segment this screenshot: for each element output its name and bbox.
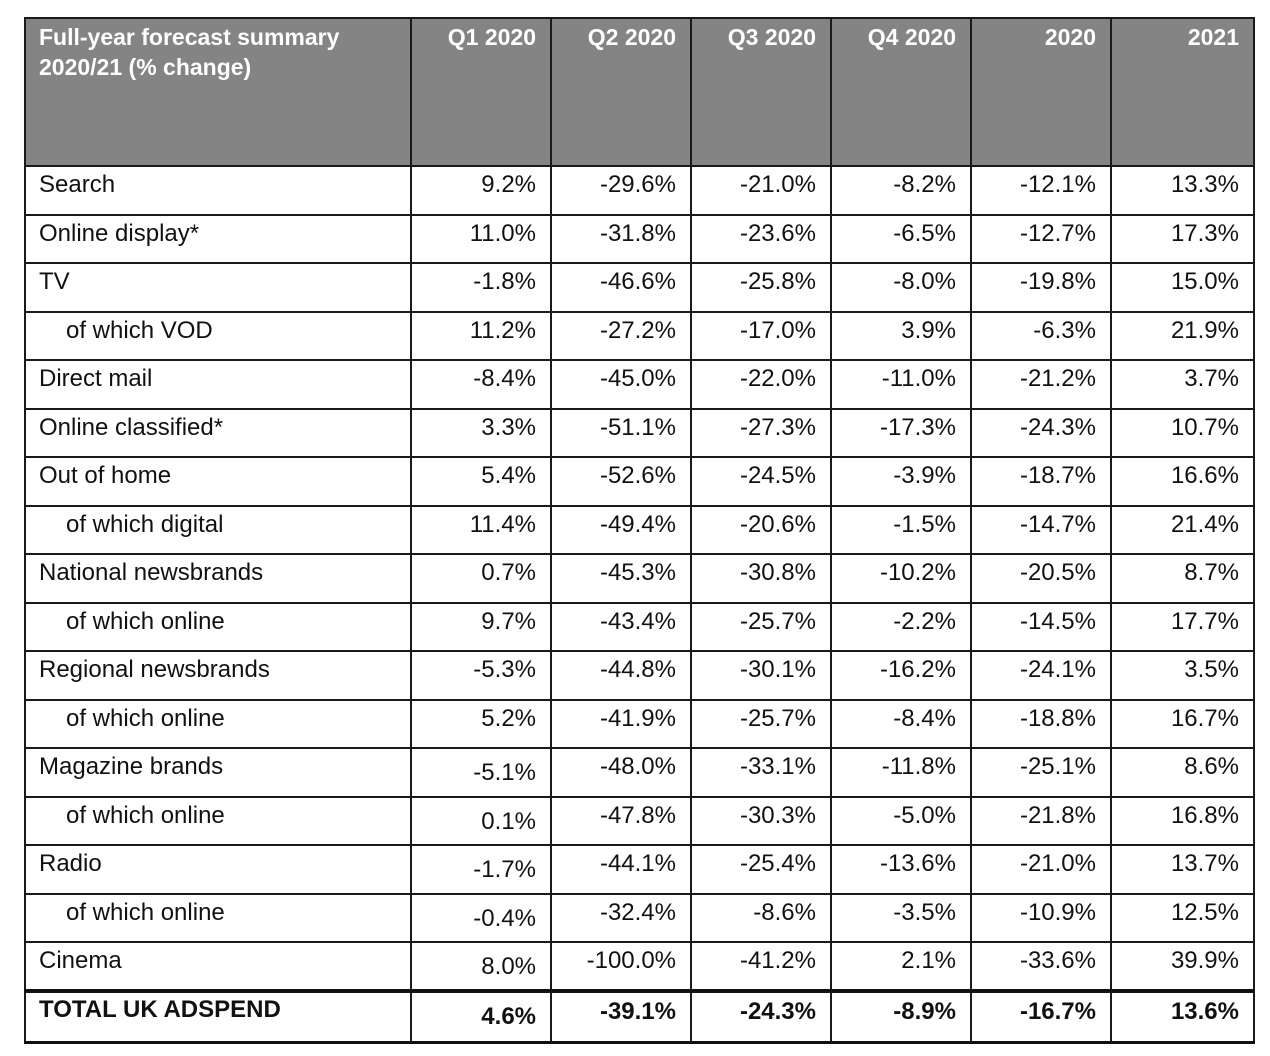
forecast-summary-sheet xyxy=(24,17,1253,1044)
value-cell: 16.8% xyxy=(1111,797,1254,846)
value-cell: -20.6% xyxy=(691,506,831,555)
value-cell: -3.5% xyxy=(831,894,971,943)
forecast-table xyxy=(24,17,1255,1044)
row-sublabel: of which VOD xyxy=(25,312,411,361)
value-cell: 21.4% xyxy=(1111,506,1254,555)
column-header-q1-2020: Q1 2020 xyxy=(411,18,551,166)
value-cell: -10.9% xyxy=(971,894,1111,943)
value-cell: -2.2% xyxy=(831,603,971,652)
value-cell: 3.5% xyxy=(1111,651,1254,700)
row-label: Cinema xyxy=(25,942,411,991)
value-cell: -13.6% xyxy=(831,845,971,894)
value-cell: -20.5% xyxy=(971,554,1111,603)
value-cell: -8.2% xyxy=(831,166,971,215)
table-row xyxy=(25,360,1254,409)
value-cell: -6.3% xyxy=(971,312,1111,361)
table-header xyxy=(25,18,1254,166)
value-cell: -22.0% xyxy=(691,360,831,409)
value-cell: -14.5% xyxy=(971,603,1111,652)
value-cell: -12.7% xyxy=(971,215,1111,264)
value-cell: 8.7% xyxy=(1111,554,1254,603)
value-cell: 9.2% xyxy=(411,166,551,215)
value-cell: 16.6% xyxy=(1111,457,1254,506)
table-row xyxy=(25,651,1254,700)
value-cell: 39.9% xyxy=(1111,942,1254,991)
value-cell: -3.9% xyxy=(831,457,971,506)
value-cell: -51.1% xyxy=(551,409,691,458)
column-header-q3-2020: Q3 2020 xyxy=(691,18,831,166)
value-cell: -8.6% xyxy=(691,894,831,943)
value-cell: -18.7% xyxy=(971,457,1111,506)
value-cell: 11.2% xyxy=(411,312,551,361)
table-row xyxy=(25,506,1254,555)
value-cell: -44.8% xyxy=(551,651,691,700)
value-cell: 8.0% xyxy=(411,942,551,991)
table-row xyxy=(25,894,1254,943)
value-cell: -17.0% xyxy=(691,312,831,361)
table-row xyxy=(25,312,1254,361)
value-cell: -44.1% xyxy=(551,845,691,894)
value-cell: -100.0% xyxy=(551,942,691,991)
value-cell: -25.7% xyxy=(691,700,831,749)
value-cell: -25.4% xyxy=(691,845,831,894)
value-cell: 3.3% xyxy=(411,409,551,458)
value-cell: 12.5% xyxy=(1111,894,1254,943)
row-label: Search xyxy=(25,166,411,215)
value-cell: -45.0% xyxy=(551,360,691,409)
value-cell: -11.0% xyxy=(831,360,971,409)
value-cell: -25.8% xyxy=(691,263,831,312)
value-cell: -12.1% xyxy=(971,166,1111,215)
value-cell: -46.6% xyxy=(551,263,691,312)
row-sublabel: of which digital xyxy=(25,506,411,555)
value-cell: -19.8% xyxy=(971,263,1111,312)
value-cell: 0.1% xyxy=(411,797,551,846)
table-row xyxy=(25,748,1254,797)
row-label: National newsbrands xyxy=(25,554,411,603)
row-label: TV xyxy=(25,263,411,312)
table-row xyxy=(25,797,1254,846)
value-cell: -14.7% xyxy=(971,506,1111,555)
value-cell: -1.7% xyxy=(411,845,551,894)
value-cell: -24.1% xyxy=(971,651,1111,700)
row-sublabel: of which online xyxy=(25,894,411,943)
value-cell: 21.9% xyxy=(1111,312,1254,361)
table-title-cell xyxy=(25,18,411,166)
row-label: Out of home xyxy=(25,457,411,506)
total-value-cell: -39.1% xyxy=(551,991,691,1043)
value-cell: -30.3% xyxy=(691,797,831,846)
table-row xyxy=(25,457,1254,506)
value-cell: -32.4% xyxy=(551,894,691,943)
value-cell: -30.8% xyxy=(691,554,831,603)
value-cell: -33.1% xyxy=(691,748,831,797)
value-cell: 13.3% xyxy=(1111,166,1254,215)
value-cell: -17.3% xyxy=(831,409,971,458)
value-cell: -18.8% xyxy=(971,700,1111,749)
table-row xyxy=(25,554,1254,603)
value-cell: -43.4% xyxy=(551,603,691,652)
row-label: Radio xyxy=(25,845,411,894)
header-row xyxy=(25,18,1254,166)
value-cell: -24.5% xyxy=(691,457,831,506)
value-cell: -5.3% xyxy=(411,651,551,700)
value-cell: 8.6% xyxy=(1111,748,1254,797)
table-title-line2: 2020/21 (% change) xyxy=(39,54,252,80)
value-cell: 11.4% xyxy=(411,506,551,555)
total-row xyxy=(25,991,1254,1043)
table-row xyxy=(25,942,1254,991)
column-header-q2-2020: Q2 2020 xyxy=(551,18,691,166)
table-row xyxy=(25,263,1254,312)
value-cell: -31.8% xyxy=(551,215,691,264)
value-cell: -21.0% xyxy=(971,845,1111,894)
value-cell: -21.8% xyxy=(971,797,1111,846)
value-cell: 17.3% xyxy=(1111,215,1254,264)
column-header-q4-2020: Q4 2020 xyxy=(831,18,971,166)
value-cell: -49.4% xyxy=(551,506,691,555)
value-cell: -5.0% xyxy=(831,797,971,846)
value-cell: -1.5% xyxy=(831,506,971,555)
column-header-2020: 2020 xyxy=(971,18,1111,166)
value-cell: 11.0% xyxy=(411,215,551,264)
table-row xyxy=(25,700,1254,749)
value-cell: -1.8% xyxy=(411,263,551,312)
table-row xyxy=(25,166,1254,215)
value-cell: -11.8% xyxy=(831,748,971,797)
value-cell: 5.2% xyxy=(411,700,551,749)
value-cell: -52.6% xyxy=(551,457,691,506)
value-cell: -48.0% xyxy=(551,748,691,797)
row-sublabel: of which online xyxy=(25,700,411,749)
value-cell: -23.6% xyxy=(691,215,831,264)
row-label: Direct mail xyxy=(25,360,411,409)
value-cell: 3.7% xyxy=(1111,360,1254,409)
total-value-cell: -16.7% xyxy=(971,991,1111,1043)
table-title-line1: Full-year forecast summary xyxy=(39,24,340,50)
value-cell: -24.3% xyxy=(971,409,1111,458)
value-cell: -41.2% xyxy=(691,942,831,991)
value-cell: -27.2% xyxy=(551,312,691,361)
table-row xyxy=(25,845,1254,894)
value-cell: 5.4% xyxy=(411,457,551,506)
value-cell: 16.7% xyxy=(1111,700,1254,749)
total-value-cell: 13.6% xyxy=(1111,991,1254,1043)
value-cell: 3.9% xyxy=(831,312,971,361)
value-cell: -45.3% xyxy=(551,554,691,603)
row-label: Regional newsbrands xyxy=(25,651,411,700)
table-row xyxy=(25,603,1254,652)
value-cell: 0.7% xyxy=(411,554,551,603)
row-sublabel: of which online xyxy=(25,797,411,846)
value-cell: -0.4% xyxy=(411,894,551,943)
value-cell: -5.1% xyxy=(411,748,551,797)
value-cell: -25.7% xyxy=(691,603,831,652)
table-row xyxy=(25,215,1254,264)
value-cell: 15.0% xyxy=(1111,263,1254,312)
value-cell: -6.5% xyxy=(831,215,971,264)
total-value-cell: 4.6% xyxy=(411,991,551,1043)
row-sublabel: of which online xyxy=(25,603,411,652)
value-cell: -25.1% xyxy=(971,748,1111,797)
row-label: Online classified* xyxy=(25,409,411,458)
total-value-cell: -8.9% xyxy=(831,991,971,1043)
table-body xyxy=(25,166,1254,1043)
value-cell: -21.2% xyxy=(971,360,1111,409)
row-label: Online display* xyxy=(25,215,411,264)
table-row xyxy=(25,409,1254,458)
value-cell: 9.7% xyxy=(411,603,551,652)
value-cell: 13.7% xyxy=(1111,845,1254,894)
value-cell: -30.1% xyxy=(691,651,831,700)
value-cell: -29.6% xyxy=(551,166,691,215)
value-cell: -8.0% xyxy=(831,263,971,312)
value-cell: 2.1% xyxy=(831,942,971,991)
column-header-2021: 2021 xyxy=(1111,18,1254,166)
row-label: Magazine brands xyxy=(25,748,411,797)
value-cell: -8.4% xyxy=(411,360,551,409)
value-cell: -41.9% xyxy=(551,700,691,749)
value-cell: -16.2% xyxy=(831,651,971,700)
value-cell: 10.7% xyxy=(1111,409,1254,458)
value-cell: -47.8% xyxy=(551,797,691,846)
value-cell: -33.6% xyxy=(971,942,1111,991)
value-cell: 17.7% xyxy=(1111,603,1254,652)
total-value-cell: -24.3% xyxy=(691,991,831,1043)
total-label: TOTAL UK ADSPEND xyxy=(25,991,411,1043)
value-cell: -21.0% xyxy=(691,166,831,215)
value-cell: -8.4% xyxy=(831,700,971,749)
value-cell: -27.3% xyxy=(691,409,831,458)
value-cell: -10.2% xyxy=(831,554,971,603)
